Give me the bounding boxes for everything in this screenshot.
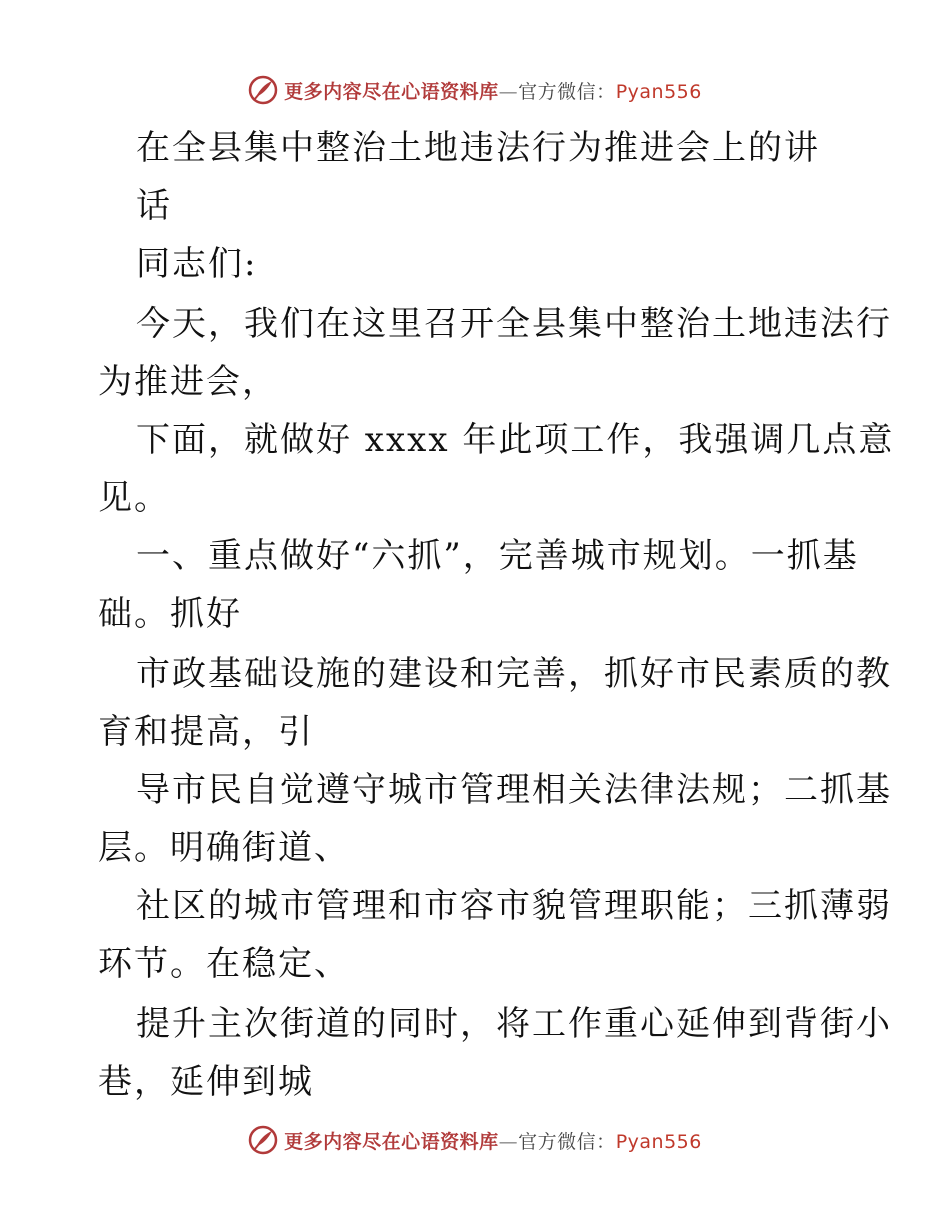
paragraph-line: 见。	[98, 478, 170, 518]
paragraph-line: 一、重点做好“六抓”，完善城市规划。一抓基	[136, 536, 859, 576]
paragraph-line: 环节。在稳定、	[98, 944, 350, 984]
paragraph-line: 层。明确街道、	[98, 828, 350, 868]
banner-wechat-id: Pyan556	[615, 80, 702, 103]
paragraph-line: 下面，就做好 xxxx 年此项工作，我强调几点意	[136, 420, 895, 460]
paragraph-line: 为推进会，	[98, 362, 278, 402]
banner-brand: 更多内容尽在心语资料库	[284, 1130, 499, 1153]
quill-logo-icon	[248, 1125, 278, 1155]
salutation: 同志们:	[136, 244, 258, 284]
paragraph-line: 市政基础设施的建设和完善，抓好市民素质的教	[136, 654, 892, 694]
paragraph-line: 今天，我们在这里召开全县集中整治土地违法行	[136, 304, 892, 344]
banner-dash: —	[498, 1130, 519, 1153]
quill-logo-icon	[248, 75, 278, 105]
paragraph-line: 导市民自觉遵守城市管理相关法律法规；二抓基	[136, 770, 892, 810]
paragraph-line: 础。抓好	[98, 594, 242, 634]
header-watermark-banner	[0, 70, 950, 110]
header-watermark-text	[284, 77, 702, 104]
paragraph-line: 提升主次街道的同时，将工作重心延伸到背街小	[136, 1004, 892, 1044]
footer-watermark-text	[284, 1127, 702, 1154]
title-line-1: 在全县集中整治土地违法行为推进会上的讲	[136, 128, 820, 168]
paragraph-line: 巷，延伸到城	[98, 1062, 314, 1102]
paragraph-line: 育和提高，引	[98, 712, 314, 752]
footer-watermark-banner	[0, 1120, 950, 1160]
paragraph-line: 社区的城市管理和市容市貌管理职能；三抓薄弱	[136, 886, 892, 926]
banner-wechat-id: Pyan556	[615, 1130, 702, 1153]
banner-wechat-label: 官方微信：	[518, 80, 616, 103]
banner-brand: 更多内容尽在心语资料库	[284, 80, 499, 103]
banner-dash: —	[498, 80, 519, 103]
title-line-2: 话	[136, 186, 172, 226]
banner-wechat-label: 官方微信：	[518, 1130, 616, 1153]
